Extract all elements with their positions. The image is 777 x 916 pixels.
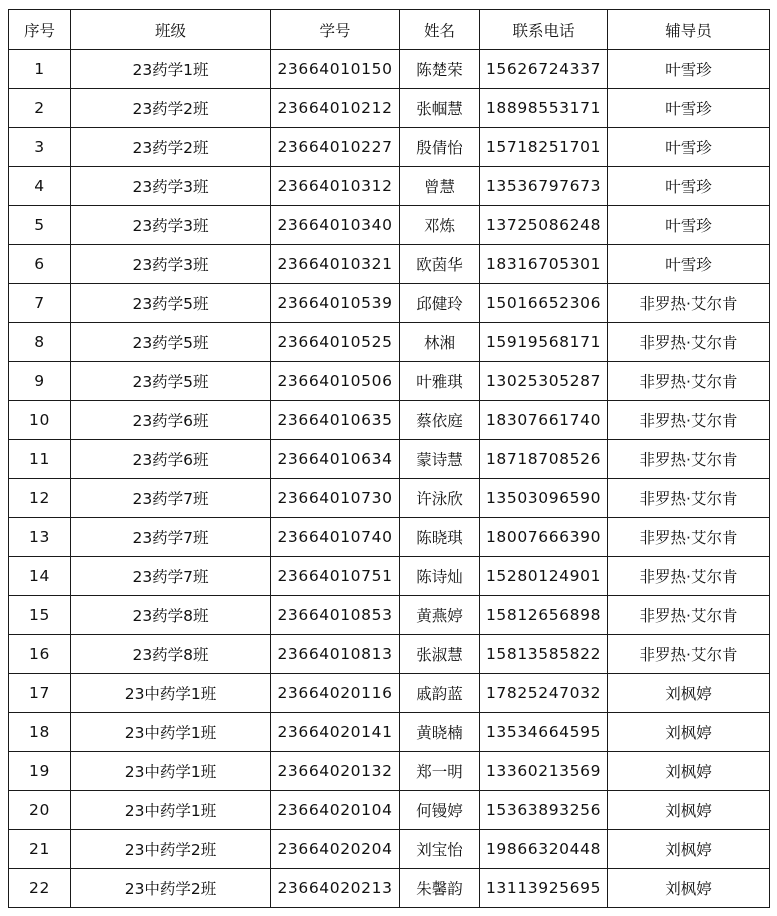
table-row (9, 557, 770, 596)
table-body (9, 50, 770, 908)
cell-index: 18 (9, 713, 71, 752)
cell-counselor: 刘枫婷 (608, 830, 770, 869)
cell-class: 23药学6班 (71, 440, 271, 479)
cell-class: 23药学7班 (71, 479, 271, 518)
cell-phone: 18307661740 (480, 401, 608, 440)
cell-counselor: 非罗热·艾尔肯 (608, 323, 770, 362)
cell-index: 14 (9, 557, 71, 596)
cell-index: 21 (9, 830, 71, 869)
cell-phone: 13025305287 (480, 362, 608, 401)
cell-phone: 15363893256 (480, 791, 608, 830)
header-index: 序号 (9, 10, 71, 50)
cell-class: 23药学3班 (71, 206, 271, 245)
cell-counselor: 非罗热·艾尔肯 (608, 479, 770, 518)
cell-name: 陈楚荣 (400, 50, 480, 89)
cell-class: 23药学7班 (71, 518, 271, 557)
cell-phone: 15280124901 (480, 557, 608, 596)
cell-student-id: 23664010340 (271, 206, 400, 245)
student-table (8, 9, 770, 908)
cell-index: 12 (9, 479, 71, 518)
cell-index: 7 (9, 284, 71, 323)
cell-name: 黄晓楠 (400, 713, 480, 752)
table-row (9, 206, 770, 245)
table-row (9, 323, 770, 362)
cell-student-id: 23664020204 (271, 830, 400, 869)
cell-class: 23中药学1班 (71, 752, 271, 791)
cell-index: 17 (9, 674, 71, 713)
cell-name: 陈诗灿 (400, 557, 480, 596)
cell-phone: 15813585822 (480, 635, 608, 674)
cell-counselor: 非罗热·艾尔肯 (608, 635, 770, 674)
cell-phone: 15016652306 (480, 284, 608, 323)
cell-phone: 13360213569 (480, 752, 608, 791)
header-name: 姓名 (400, 10, 480, 50)
cell-counselor: 非罗热·艾尔肯 (608, 518, 770, 557)
cell-index: 4 (9, 167, 71, 206)
cell-counselor: 刘枫婷 (608, 713, 770, 752)
cell-class: 23药学5班 (71, 284, 271, 323)
table-row (9, 518, 770, 557)
cell-index: 13 (9, 518, 71, 557)
cell-index: 1 (9, 50, 71, 89)
cell-student-id: 23664010751 (271, 557, 400, 596)
cell-phone: 19866320448 (480, 830, 608, 869)
cell-name: 戚韵蓝 (400, 674, 480, 713)
table-row (9, 752, 770, 791)
cell-class: 23中药学1班 (71, 674, 271, 713)
cell-student-id: 23664010740 (271, 518, 400, 557)
cell-class: 23药学3班 (71, 167, 271, 206)
table-row (9, 479, 770, 518)
cell-index: 3 (9, 128, 71, 167)
cell-index: 15 (9, 596, 71, 635)
cell-counselor: 非罗热·艾尔肯 (608, 401, 770, 440)
cell-name: 张帼慧 (400, 89, 480, 128)
cell-phone: 15919568171 (480, 323, 608, 362)
table-row (9, 791, 770, 830)
cell-counselor: 叶雪珍 (608, 50, 770, 89)
cell-name: 邱健玲 (400, 284, 480, 323)
cell-name: 欧茵华 (400, 245, 480, 284)
header-phone: 联系电话 (480, 10, 608, 50)
cell-name: 黄燕婷 (400, 596, 480, 635)
cell-student-id: 23664010634 (271, 440, 400, 479)
cell-name: 邓炼 (400, 206, 480, 245)
cell-class: 23药学8班 (71, 596, 271, 635)
cell-phone: 13534664595 (480, 713, 608, 752)
cell-index: 8 (9, 323, 71, 362)
table-row (9, 245, 770, 284)
cell-name: 刘宝怡 (400, 830, 480, 869)
cell-name: 郑一明 (400, 752, 480, 791)
table-row (9, 713, 770, 752)
table-row (9, 89, 770, 128)
cell-name: 许泳欣 (400, 479, 480, 518)
cell-counselor: 刘枫婷 (608, 752, 770, 791)
cell-class: 23中药学2班 (71, 869, 271, 908)
cell-index: 16 (9, 635, 71, 674)
cell-student-id: 23664010321 (271, 245, 400, 284)
cell-counselor: 刘枫婷 (608, 791, 770, 830)
table-row (9, 830, 770, 869)
table-row (9, 401, 770, 440)
cell-name: 殷倩怡 (400, 128, 480, 167)
cell-phone: 15626724337 (480, 50, 608, 89)
cell-index: 9 (9, 362, 71, 401)
cell-name: 朱馨韵 (400, 869, 480, 908)
cell-phone: 13113925695 (480, 869, 608, 908)
header-row (9, 10, 770, 50)
cell-counselor: 叶雪珍 (608, 128, 770, 167)
cell-class: 23药学8班 (71, 635, 271, 674)
table-row (9, 635, 770, 674)
cell-counselor: 叶雪珍 (608, 89, 770, 128)
cell-name: 张淑慧 (400, 635, 480, 674)
cell-class: 23药学7班 (71, 557, 271, 596)
cell-index: 20 (9, 791, 71, 830)
cell-index: 6 (9, 245, 71, 284)
cell-student-id: 23664010227 (271, 128, 400, 167)
table-row (9, 440, 770, 479)
cell-index: 5 (9, 206, 71, 245)
cell-name: 叶雅琪 (400, 362, 480, 401)
cell-counselor: 非罗热·艾尔肯 (608, 362, 770, 401)
cell-student-id: 23664020116 (271, 674, 400, 713)
cell-student-id: 23664010506 (271, 362, 400, 401)
cell-phone: 17825247032 (480, 674, 608, 713)
cell-class: 23中药学2班 (71, 830, 271, 869)
table-row (9, 128, 770, 167)
cell-student-id: 23664010150 (271, 50, 400, 89)
cell-index: 11 (9, 440, 71, 479)
table-row (9, 674, 770, 713)
header-student-id: 学号 (271, 10, 400, 50)
cell-index: 19 (9, 752, 71, 791)
cell-student-id: 23664020104 (271, 791, 400, 830)
cell-name: 蒙诗慧 (400, 440, 480, 479)
cell-phone: 13725086248 (480, 206, 608, 245)
cell-class: 23药学6班 (71, 401, 271, 440)
cell-class: 23中药学1班 (71, 713, 271, 752)
table-row (9, 284, 770, 323)
cell-counselor: 叶雪珍 (608, 245, 770, 284)
cell-student-id: 23664010312 (271, 167, 400, 206)
cell-counselor: 叶雪珍 (608, 167, 770, 206)
cell-student-id: 23664010635 (271, 401, 400, 440)
cell-index: 22 (9, 869, 71, 908)
cell-student-id: 23664010539 (271, 284, 400, 323)
cell-student-id: 23664020132 (271, 752, 400, 791)
cell-counselor: 非罗热·艾尔肯 (608, 596, 770, 635)
cell-phone: 18316705301 (480, 245, 608, 284)
cell-class: 23药学1班 (71, 50, 271, 89)
cell-name: 何镘婷 (400, 791, 480, 830)
table-row (9, 50, 770, 89)
cell-index: 2 (9, 89, 71, 128)
cell-student-id: 23664010730 (271, 479, 400, 518)
cell-student-id: 23664010853 (271, 596, 400, 635)
cell-counselor: 刘枫婷 (608, 674, 770, 713)
cell-counselor: 非罗热·艾尔肯 (608, 284, 770, 323)
cell-student-id: 23664010212 (271, 89, 400, 128)
cell-phone: 13536797673 (480, 167, 608, 206)
cell-student-id: 23664020213 (271, 869, 400, 908)
cell-phone: 13503096590 (480, 479, 608, 518)
cell-name: 陈晓琪 (400, 518, 480, 557)
table-row (9, 362, 770, 401)
cell-student-id: 23664010813 (271, 635, 400, 674)
cell-phone: 18898553171 (480, 89, 608, 128)
cell-phone: 18718708526 (480, 440, 608, 479)
cell-counselor: 刘枫婷 (608, 869, 770, 908)
cell-phone: 18007666390 (480, 518, 608, 557)
cell-counselor: 非罗热·艾尔肯 (608, 557, 770, 596)
cell-class: 23药学5班 (71, 362, 271, 401)
cell-class: 23药学2班 (71, 128, 271, 167)
cell-name: 曾慧 (400, 167, 480, 206)
cell-counselor: 非罗热·艾尔肯 (608, 440, 770, 479)
table-row (9, 869, 770, 908)
cell-counselor: 叶雪珍 (608, 206, 770, 245)
cell-student-id: 23664020141 (271, 713, 400, 752)
cell-class: 23药学2班 (71, 89, 271, 128)
cell-name: 林湘 (400, 323, 480, 362)
header-counselor: 辅导员 (608, 10, 770, 50)
table-row (9, 167, 770, 206)
cell-index: 10 (9, 401, 71, 440)
table-row (9, 596, 770, 635)
cell-name: 蔡依庭 (400, 401, 480, 440)
cell-phone: 15812656898 (480, 596, 608, 635)
cell-student-id: 23664010525 (271, 323, 400, 362)
header-class: 班级 (71, 10, 271, 50)
cell-class: 23中药学1班 (71, 791, 271, 830)
cell-class: 23药学5班 (71, 323, 271, 362)
cell-class: 23药学3班 (71, 245, 271, 284)
student-contact-sheet (8, 9, 770, 908)
cell-phone: 15718251701 (480, 128, 608, 167)
